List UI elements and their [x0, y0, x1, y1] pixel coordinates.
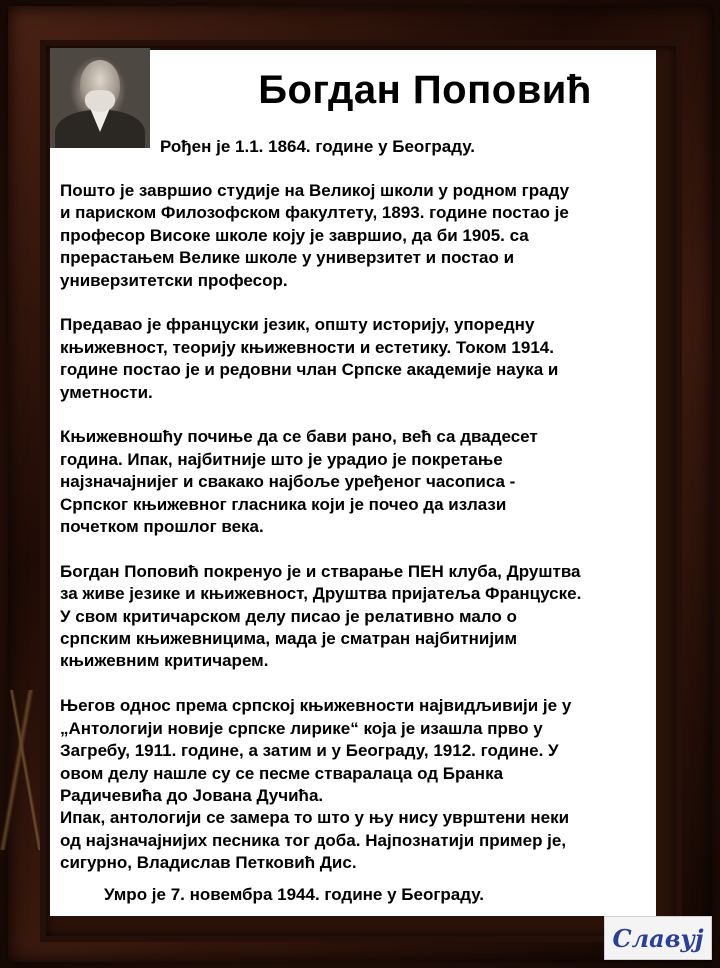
- death-line: Умро је 7. новембра 1944. године у Београду.: [104, 885, 484, 904]
- text-line: књижевност, теорију књижевности и естетику. Током 1914.: [60, 337, 554, 357]
- portrait-photo: [50, 48, 150, 148]
- text-line: и париском Филозофском факултету, 1893. године постао је: [60, 203, 569, 223]
- text-line: за живе језике и књижевност, Друштва пријатеља Француске.: [60, 584, 582, 604]
- text-line: универзитетски професор.: [60, 270, 288, 290]
- text-line: Књижевношћу почиње да се бави рано, већ са двадесет: [60, 427, 538, 447]
- biography-paragraph: [60, 695, 660, 874]
- text-line: Пошто је завршио студије на Великој школи у родном граду: [60, 181, 570, 200]
- text-line: Његов однос према српској књижевности највидљивији је у: [60, 696, 572, 716]
- text-line: године постао је и редовни члан Српске академије наука и: [60, 360, 559, 380]
- text-line: уметности.: [60, 382, 153, 402]
- text-line: најзначајнијег и свакако најбоље уређеног часописа -: [60, 472, 516, 492]
- text-line: Предавао је француски језик, општу историју, упоредну: [60, 315, 535, 335]
- text-line: У свом критичарском делу писао је релативно мало о: [60, 606, 517, 626]
- biography-paragraph: [60, 180, 660, 292]
- text-line: прерастањем Велике школе у универзитет и постао и: [60, 248, 515, 268]
- biography-text: [60, 180, 660, 897]
- text-line: сигурно, Владислав Петковић Дис.: [60, 853, 357, 873]
- text-line: „Антологији новије српске лирике“ која је изашла прво у: [60, 718, 543, 738]
- page-title: Богдан Поповић: [258, 68, 592, 112]
- birth-line: Рођен је 1.1. 1864. године у Београду.: [160, 137, 475, 156]
- text-line: Радичевића до Јована Дучића.: [60, 785, 324, 805]
- text-line: почетком прошлог века.: [60, 517, 264, 537]
- text-line: књижевним критичарем.: [60, 651, 269, 671]
- portrait-beard: [85, 90, 115, 112]
- text-line: Богдан Поповић покренуо је и стварање ПЕН клуба, Друштва: [60, 561, 581, 581]
- biography-paragraph: [60, 426, 660, 538]
- text-line: Ипак, антологији се замера то што у њу нису уврштени неки: [60, 808, 570, 828]
- signature-logo: Славуј: [604, 916, 712, 960]
- text-line: Загребу, 1911. године, а затим и у Београду, 1912. године. У: [60, 741, 559, 761]
- text-line: Српског књижевног гласника који је почео да излази: [60, 494, 507, 514]
- text-line: година. Ипак, најбитније што је урадио је покретање: [60, 449, 503, 469]
- text-line: од најзначајнијих песника тог доба. Најпознатији пример је,: [60, 830, 567, 850]
- text-line: српским књижевницима, мада је сматран најбитнијим: [60, 629, 518, 649]
- text-line: професор Високе школе коју је завршио, да би 1905. са: [60, 225, 529, 245]
- biography-paragraph: [60, 561, 660, 673]
- biography-paragraph: [60, 314, 660, 404]
- text-line: овом делу нашле су се песме стваралаца од Бранка: [60, 763, 504, 783]
- background-straw: [0, 690, 40, 850]
